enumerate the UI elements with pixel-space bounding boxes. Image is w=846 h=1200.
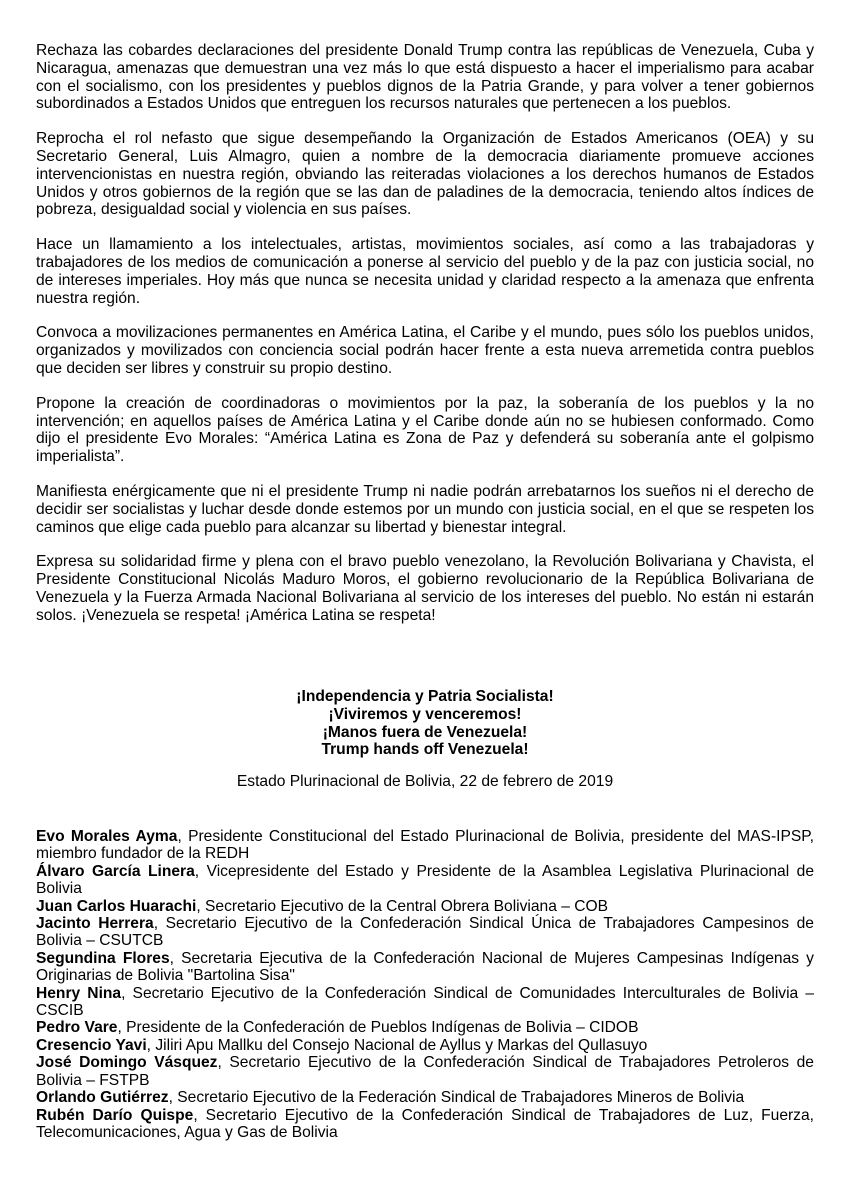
signatory-entry <box>36 985 814 1020</box>
signatory-name: Cresencio Yavi <box>36 1036 147 1054</box>
signatory-name: Juan Carlos Huarachi <box>36 897 197 915</box>
paragraph-propone: Propone la creación de coordinadoras o movimientos por la paz, la soberanía de los pueblos y la no intervención; en aquellos países de América Latina y el Caribe donde aún no se hubiesen conformado. Como dijo el presidente Evo Morales: “América Latina es Zona de Paz y defenderá su soberanía ante el golpismo imperialista”. <box>36 394 814 466</box>
signatory-role: , Secretario Ejecutivo de la Central Obrera Boliviana – COB <box>196 897 609 915</box>
signatory-role: , Secretario Ejecutivo de la Confederación Sindical de Comunidades Interculturales de Bolivia – CSCIB <box>36 984 814 1020</box>
slogan-line: ¡Manos fuera de Venezuela! <box>322 723 528 741</box>
signatory-name: Pedro Vare <box>36 1019 118 1037</box>
signatory-role: , Secretario Ejecutivo de la Confederación Sindical de Trabajadores Petroleros de Bolivia – FSTPB <box>36 1054 814 1089</box>
signatory-name: Henry Nina <box>36 984 122 1002</box>
signatory-entry <box>36 1107 814 1142</box>
signatory-entry <box>36 915 814 950</box>
signatory-role: , Vicepresidente del Estado y Presidente de la Asamblea Legislativa Plurinacional de Bolivia <box>36 862 814 898</box>
signatory-name: Segundina Flores <box>36 949 170 967</box>
signatory-name: Jacinto Herrera <box>36 915 154 933</box>
slogans-block <box>36 688 814 791</box>
paragraph-manifiesta: Manifiesta enérgicamente que ni el presidente Trump ni nadie podrán arrebatarnos los sueños ni el derecho de decidir ser socialistas y luchar desde donde estemos por un mundo con justicia social, en el que se respeten los caminos que elige cada pueblo para alcanzar su libertad y bienestar integral. <box>36 482 814 536</box>
slogan-line: ¡Independencia y Patria Socialista! <box>296 688 554 705</box>
paragraph-expresa: Expresa su solidaridad firme y plena con el bravo pueblo venezolano, la Revolución Bolivariana y Chavista, el Presidente Constitucional Nicolás Maduro Moros, el gobierno revolucionario de la República Bolivariana de Venezuela y la Fuerza Armada Nacional Bolivariana al servicio de los intereses del pueblo. No están ni estarán solos. ¡Venezuela se respeta! ¡América Latina se respeta! <box>36 553 814 624</box>
signatory-entry <box>36 950 814 985</box>
signatory-role: , Secretaria Ejecutiva de la Confederación Nacional de Mujeres Campesinas Indígenas y Originarias de Bolivia "Bartolina Sisa" <box>36 949 814 985</box>
signatory-name: Evo Morales Ayma <box>36 828 178 845</box>
declaration-body <box>36 42 814 642</box>
signatory-role: , Secretario Ejecutivo de la Confederación Sindical de Trabajadores de Luz, Fuerza, Telecomunicaciones, Agua y Gas de Bolivia <box>36 1106 814 1141</box>
slogan-line: ¡Viviremos y venceremos! <box>328 705 522 723</box>
signatory-name: Orlando Gutiérrez <box>36 1089 169 1107</box>
paragraph-rechaza: Rechaza las cobardes declaraciones del presidente Donald Trump contra las repúblicas de Venezuela, Cuba y Nicaragua, amenazas que demuestran una vez más lo que está dispuesto a hacer el imperialismo para acabar con el socialismo, con los presidentes y pueblos dignos de la Patria Grande, y para volver a tener gobiernos subordinados a Estados Unidos que entreguen los recursos naturales que pertenecen a los pueblos. <box>36 42 814 113</box>
signatory-role: , Presidente Constitucional del Estado Plurinacional de Bolivia, presidente del MAS-IPSP, miembro fundador de la REDH <box>36 828 814 863</box>
signatory-entry <box>36 1037 814 1054</box>
signatory-entry <box>36 1089 814 1106</box>
signatory-role: , Secretario Ejecutivo de la Confederación Sindical Única de Trabajadores Campesinos de Bolivia – CSUTCB <box>36 915 814 950</box>
signatory-entry <box>36 1019 814 1036</box>
signatory-entry <box>36 1054 814 1089</box>
signatory-name: Álvaro García Linera <box>36 862 195 880</box>
paragraph-hace-un-llamamiento: Hace un llamamiento a los intelectuales, artistas, movimientos sociales, así como a las trabajadoras y trabajadores de los medios de comunicación a ponerse al servicio del pueblo y de la paz con justicia social, no de intereses imperiales. Hoy más que nunca se necesita unidad y claridad respecto a la amenaza que enfrenta nuestra región. <box>36 236 814 307</box>
paragraph-reprocha: Reprocha el rol nefasto que sigue desempeñando la Organización de Estados Americanos (OEA) y su Secretario General, Luis Almagro, quien a nombre de la democracia diariamente promueve acciones intervencionistas en nuestra región, obviando las reiteradas violaciones a los derechos humanos de Estados Unidos y otros gobiernos de la región que se las dan de paladines de la democracia, teniendo altos índices de pobreza, desigualdad social y violencia en sus países. <box>36 130 814 219</box>
signatory-entry <box>36 898 814 915</box>
signatory-name: Rubén Darío Quispe <box>36 1106 194 1124</box>
signatory-role: , Jiliri Apu Mallku del Consejo Nacional de Ayllus y Markas del Qullasuyo <box>146 1036 648 1054</box>
signatories-list <box>36 828 814 1141</box>
signatory-role: , Presidente de la Confederación de Pueblos Indígenas de Bolivia – CIDOB <box>117 1019 639 1037</box>
signatory-role: , Secretario Ejecutivo de la Federación Sindical de Trabajadores Mineros de Bolivia <box>168 1089 745 1107</box>
signatory-entry <box>36 828 814 863</box>
signatory-entry <box>36 863 814 898</box>
slogan-line: Trump hands off Venezuela! <box>321 741 529 759</box>
place-and-date: Estado Plurinacional de Bolivia, 22 de febrero de 2019 <box>236 773 614 791</box>
paragraph-convoca: Convoca a movilizaciones permanentes en América Latina, el Caribe y el mundo, pues sólo los pueblos unidos, organizados y movilizados con conciencia social podrán hacer frente a esta nueva arremetida contra pueblos que deciden ser libres y construir su propio destino. <box>36 324 814 377</box>
signatory-name: José Domingo Vásquez <box>36 1054 218 1072</box>
